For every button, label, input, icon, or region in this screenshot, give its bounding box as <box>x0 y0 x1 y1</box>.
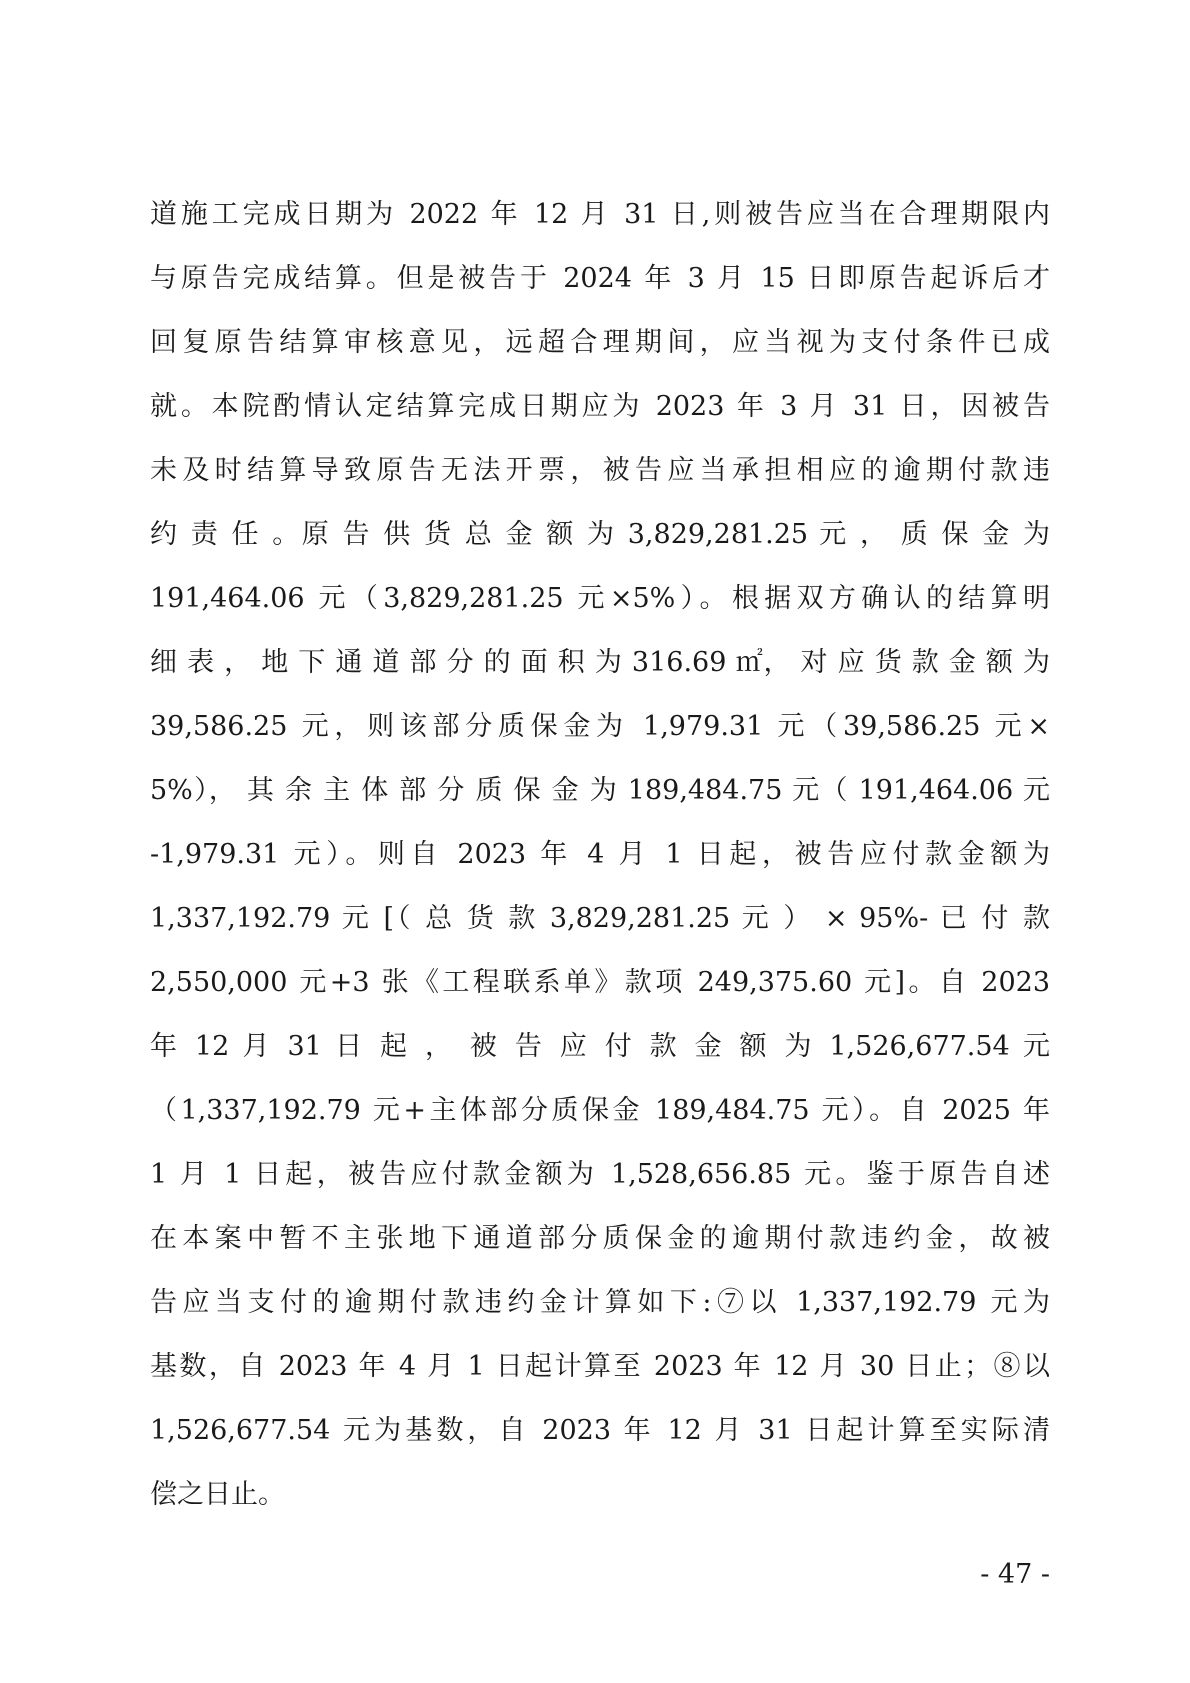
text-line: 39,586.25 元，则该部分质保金为 1,979.31 元（39,586.25 元× <box>150 711 1050 742</box>
text-line: 5%）， 其 余 主 体 部 分 质 保 金 为 189,484.75 元（ 191,464.06 元 <box>150 775 1050 806</box>
body-text <box>150 183 1050 1527</box>
text-line: 191,464.06 元（3,829,281.25 元×5%）。根据双方确认的结算明 <box>150 583 1050 614</box>
text-line: 回复原告结算审核意见，远超合理期间，应当视为支付条件已成 <box>150 327 1050 358</box>
text-line: 基数，自 2023 年 4 月 1 日起计算至 2023 年 12 月 30 日止；⑧以 <box>150 1351 1050 1382</box>
text-line: 未及时结算导致原告无法开票，被告应当承担相应的逾期付款违 <box>150 455 1050 486</box>
text-line: 偿之日止。 <box>150 1479 285 1510</box>
text-line: 告应当支付的逾期付款违约金计算如下:⑦以 1,337,192.79 元为 <box>150 1287 1050 1318</box>
text-line: 1,526,677.54 元为基数，自 2023 年 12 月 31 日起计算至实际清 <box>150 1415 1050 1446</box>
text-line: 道施工完成日期为 2022 年 12 月 31 日,则被告应当在合理期限内 <box>150 199 1050 230</box>
text-line: （1,337,192.79 元+主体部分质保金 189,484.75 元）。自 2025 年 <box>150 1095 1050 1126</box>
text-line: 细 表 ， 地 下 通 道 部 分 的 面 积 为 316.69 ㎡， 对 应 货 款 金 额 为 <box>150 647 1050 678</box>
text-line: 就。本院酌情认定结算完成日期应为 2023 年 3 月 31 日，因被告 <box>150 391 1050 422</box>
text-line: 约 责 任 。原 告 供 货 总 金 额 为 3,829,281.25 元 ， 质 保 金 为 <box>150 519 1050 550</box>
text-line: 与原告完成结算。但是被告于 2024 年 3 月 15 日即原告起诉后才 <box>150 263 1050 294</box>
text-line: 1,337,192.79 元 [（ 总 货 款 3,829,281.25 元 ） × 95%- 已 付 款 <box>150 903 1050 934</box>
text-line: 2,550,000 元+3 张《工程联系单》款项 249,375.60 元]。自 2023 <box>150 967 1050 998</box>
text-line: -1,979.31 元）。则自 2023 年 4 月 1 日起，被告应付款金额为 <box>150 839 1050 870</box>
text-line: 在本案中暂不主张地下通道部分质保金的逾期付款违约金，故被 <box>150 1223 1050 1254</box>
text-line: 1 月 1 日起，被告应付款金额为 1,528,656.85 元。鉴于原告自述 <box>150 1159 1050 1190</box>
text-line: 年 12 月 31 日 起 ， 被 告 应 付 款 金 额 为 1,526,677.54 元 <box>150 1031 1050 1062</box>
page-number: - 47 - <box>980 1559 1050 1590</box>
